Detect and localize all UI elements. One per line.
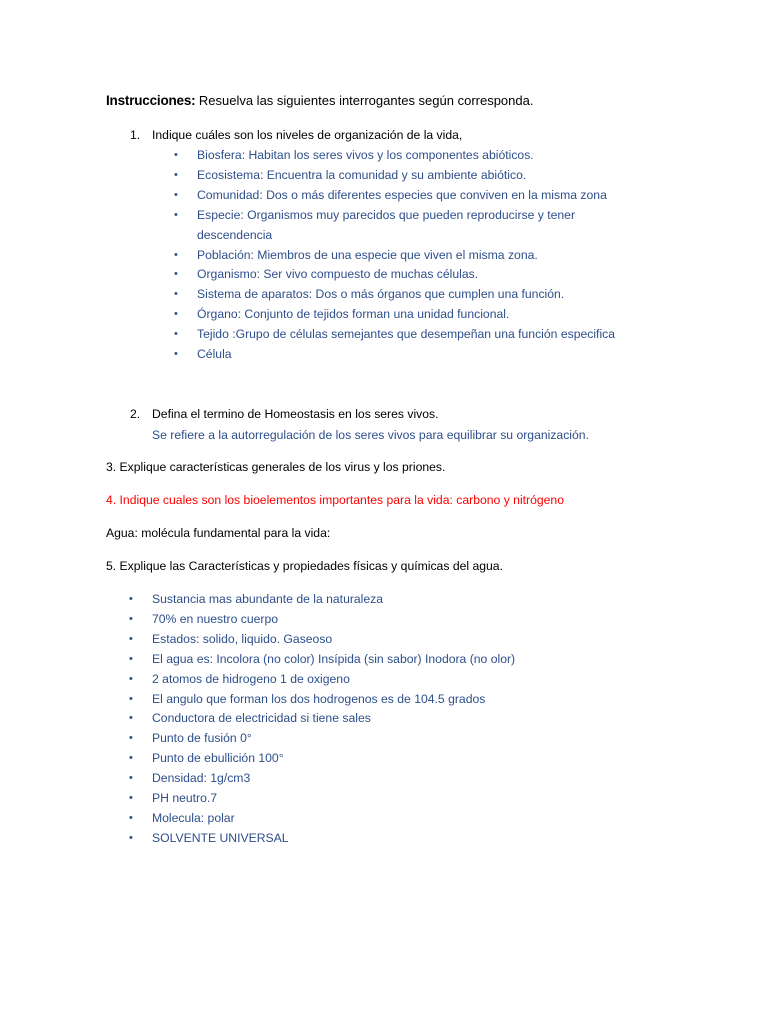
list-item: Tejido :Grupo de células semejantes que desempeñan una función especifica: [197, 327, 616, 342]
q2-question: Defina el termino de Homeostasis en los seres vivos.: [152, 407, 439, 421]
list-item: SOLVENTE UNIVERSAL: [152, 830, 289, 845]
list-item: Sustancia mas abundante de la naturaleza: [152, 592, 384, 606]
agua-heading: Agua: molécula fundamental para la vida:: [106, 526, 331, 540]
bullet-icon: •: [174, 208, 178, 221]
list-item: Célula: [197, 347, 232, 361]
bullet-icon: •: [129, 692, 133, 705]
list-item: Sistema de aparatos: Dos o más órganos que cumplen una función.: [197, 287, 565, 302]
q5-question: 5. Explique las Características y propiedades físicas y químicas del agua.: [106, 559, 503, 573]
list-item: Conductora de electricidad si tiene sales: [152, 711, 371, 726]
bullet-icon: •: [174, 328, 178, 341]
list-item: El agua es: Incolora (no color) Insípida (sin sabor) Inodora (no olor): [152, 651, 516, 666]
bullet-icon: •: [174, 248, 178, 261]
bullet-icon: •: [174, 268, 178, 281]
list-item: Especie: Organismos muy parecidos que pueden reproducirse y tener: [197, 207, 576, 222]
bullet-icon: •: [174, 188, 178, 201]
bullet-icon: •: [129, 612, 133, 625]
bullet-icon: •: [174, 308, 178, 321]
list-item: Comunidad: Dos o más diferentes especies que conviven en la misma zona: [197, 187, 607, 202]
list-item: Punto de ebullición 100°: [152, 751, 284, 766]
q4-question: 4. Indique cuales son los bioelementos importantes para la vida: carbono y nitrógeno: [106, 493, 564, 507]
bullet-icon: •: [174, 149, 178, 161]
instructions-label: Instrucciones:: [106, 93, 196, 108]
q1-number: 1.: [130, 128, 141, 142]
bullet-icon: •: [174, 288, 178, 301]
list-item: Estados: solido, liquido. Gaseoso: [152, 631, 333, 646]
list-item: Órgano: Conjunto de tejidos forman una unidad funcional.: [197, 307, 510, 322]
bullet-icon: •: [129, 652, 133, 665]
bullet-icon: •: [129, 593, 133, 605]
bullet-icon: •: [129, 831, 133, 844]
list-item: Población: Miembros de una especie que viven el misma zona.: [197, 247, 538, 262]
bullet-icon: •: [129, 712, 133, 725]
list-item: 70% en nuestro cuerpo: [152, 611, 279, 626]
q2-answer: Se refiere a la autorregulación de los seres vivos para equilibrar su organización.: [152, 428, 589, 442]
q2-number: 2.: [130, 407, 141, 421]
q3-question: 3. Explique características generales de los virus y los priones.: [106, 460, 446, 474]
list-item: Ecosistema: Encuentra la comunidad y su ambiente abiótico.: [197, 167, 527, 182]
bullet-icon: •: [129, 672, 133, 685]
bullet-icon: •: [129, 752, 133, 765]
bullet-icon: •: [174, 348, 178, 360]
list-item: PH neutro.7: [152, 791, 218, 805]
instructions-line: [106, 93, 533, 108]
list-item: Biosfera: Habitan los seres vivos y los componentes abióticos.: [197, 148, 534, 162]
instructions-text: Resuelva las siguientes interrogantes según corresponda.: [198, 93, 534, 108]
bullet-icon: •: [129, 772, 133, 785]
bullet-icon: •: [129, 732, 133, 745]
list-item: El angulo que forman los dos hodrogenos es de 104.5 grados: [152, 691, 486, 706]
bullet-icon: •: [129, 632, 133, 645]
list-item: Organismo: Ser vivo compuesto de muchas células.: [197, 267, 479, 282]
bullet-icon: •: [129, 792, 133, 804]
list-item: Punto de fusión 0°: [152, 731, 252, 746]
bullet-icon: •: [174, 168, 178, 181]
list-item: Densidad: 1g/cm3: [152, 771, 251, 786]
list-item: descendencia: [197, 227, 273, 242]
list-item: 2 atomos de hidrogeno 1 de oxigeno: [152, 671, 350, 686]
bullet-icon: •: [129, 811, 133, 824]
list-item: Molecula: polar: [152, 810, 235, 825]
q1-question: Indique cuáles son los niveles de organización de la vida,: [152, 128, 463, 142]
